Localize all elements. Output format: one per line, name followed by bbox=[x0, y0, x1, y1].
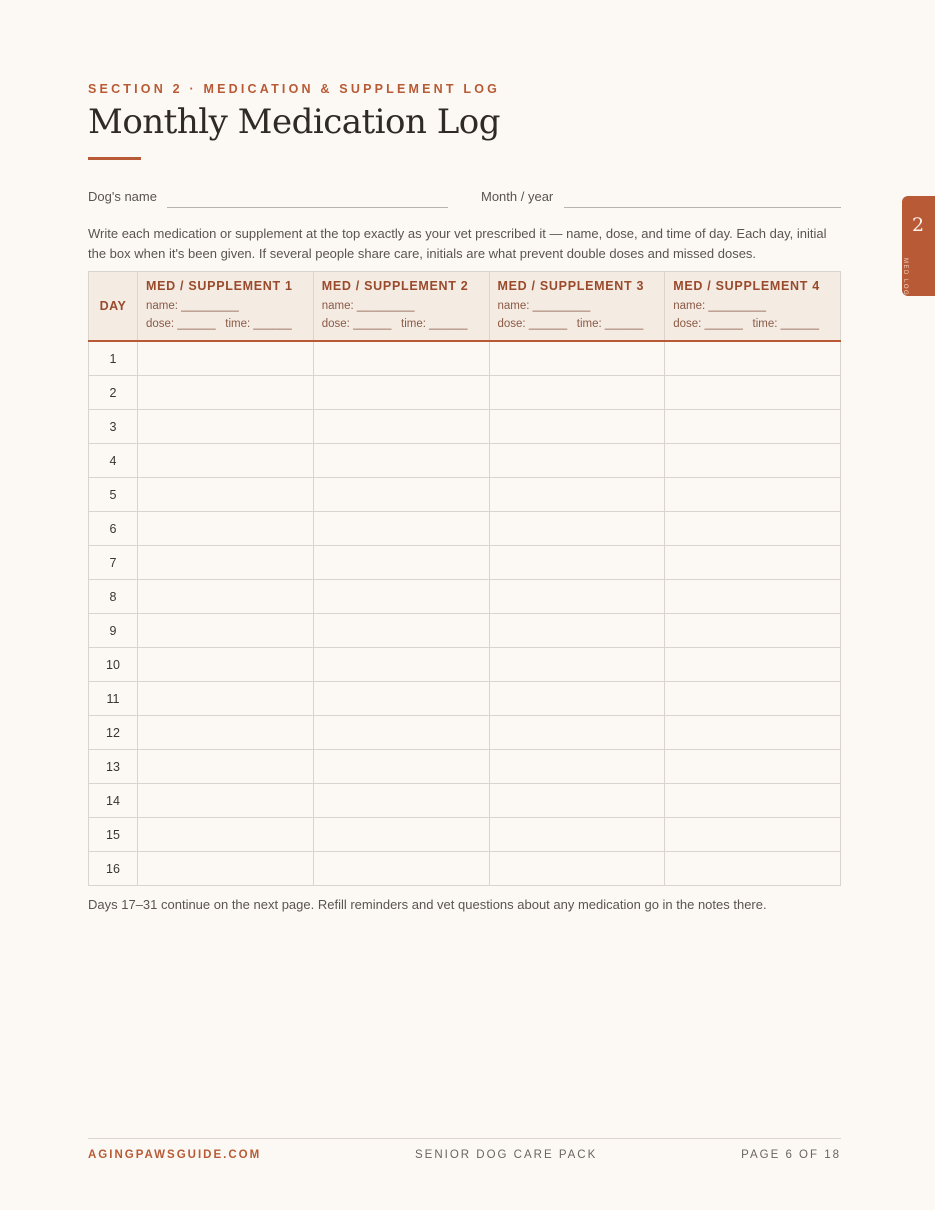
medication-log-table bbox=[88, 271, 841, 886]
med-name-line[interactable]: name: _________ bbox=[321, 300, 415, 312]
day-number: 7 bbox=[89, 546, 138, 580]
table-row bbox=[89, 852, 841, 886]
initial-box[interactable] bbox=[313, 341, 489, 376]
med-column-header bbox=[138, 272, 314, 342]
initial-box[interactable] bbox=[313, 784, 489, 818]
med-dose-time-line[interactable]: dose: ______ time: ______ bbox=[321, 318, 468, 330]
footer-pack-name: SENIOR DOG CARE PACK bbox=[415, 1149, 598, 1161]
med-dose-time-line[interactable]: dose: ______ time: ______ bbox=[146, 318, 292, 330]
day-number: 11 bbox=[89, 682, 138, 716]
initial-box[interactable] bbox=[665, 546, 841, 580]
table-row bbox=[89, 444, 841, 478]
initial-box[interactable] bbox=[665, 512, 841, 546]
med-dose-time-line[interactable]: dose: ______ time: ______ bbox=[497, 318, 644, 330]
side-tab-number: 2 bbox=[912, 214, 925, 236]
initial-box[interactable] bbox=[313, 478, 489, 512]
initial-box[interactable] bbox=[138, 444, 314, 478]
initial-box[interactable] bbox=[489, 784, 665, 818]
initial-box[interactable] bbox=[489, 614, 665, 648]
initial-box[interactable] bbox=[313, 410, 489, 444]
initial-box[interactable] bbox=[138, 852, 314, 886]
initial-box[interactable] bbox=[489, 852, 665, 886]
initial-box[interactable] bbox=[665, 784, 841, 818]
table-row bbox=[89, 376, 841, 410]
table-row bbox=[89, 648, 841, 682]
initial-box[interactable] bbox=[138, 546, 314, 580]
table-body bbox=[89, 341, 841, 886]
initial-box[interactable] bbox=[313, 614, 489, 648]
table-row bbox=[89, 750, 841, 784]
initial-box[interactable] bbox=[489, 478, 665, 512]
day-number: 10 bbox=[89, 648, 138, 682]
initial-box[interactable] bbox=[489, 682, 665, 716]
initial-box[interactable] bbox=[138, 750, 314, 784]
initial-box[interactable] bbox=[313, 716, 489, 750]
initial-box[interactable] bbox=[665, 376, 841, 410]
med-name-line[interactable]: name: _________ bbox=[673, 300, 766, 312]
initial-box[interactable] bbox=[489, 648, 665, 682]
dog-name-field[interactable] bbox=[167, 207, 448, 208]
med-column-header bbox=[665, 272, 841, 342]
initial-box[interactable] bbox=[489, 546, 665, 580]
initial-box[interactable] bbox=[489, 750, 665, 784]
initial-box[interactable] bbox=[313, 444, 489, 478]
initial-box[interactable] bbox=[665, 341, 841, 376]
initial-box[interactable] bbox=[665, 444, 841, 478]
med-column-title: MED / SUPPLEMENT 4 bbox=[673, 279, 820, 293]
med-column-title: MED / SUPPLEMENT 2 bbox=[321, 279, 469, 293]
initial-box[interactable] bbox=[138, 716, 314, 750]
initial-box[interactable] bbox=[313, 682, 489, 716]
initial-box[interactable] bbox=[138, 784, 314, 818]
initial-box[interactable] bbox=[313, 546, 489, 580]
table-row bbox=[89, 478, 841, 512]
initial-box[interactable] bbox=[313, 376, 489, 410]
initial-box[interactable] bbox=[138, 478, 314, 512]
initial-box[interactable] bbox=[489, 444, 665, 478]
initial-box[interactable] bbox=[665, 580, 841, 614]
initial-box[interactable] bbox=[665, 852, 841, 886]
initial-box[interactable] bbox=[138, 341, 314, 376]
footer-site-link[interactable]: AGINGPAWSGUIDE.COM bbox=[88, 1149, 262, 1161]
day-number: 3 bbox=[89, 410, 138, 444]
initial-box[interactable] bbox=[138, 376, 314, 410]
table-row bbox=[89, 716, 841, 750]
initial-box[interactable] bbox=[665, 410, 841, 444]
med-column-header bbox=[489, 272, 665, 342]
day-number: 16 bbox=[89, 852, 138, 886]
table-row bbox=[89, 546, 841, 580]
day-number: 4 bbox=[89, 444, 138, 478]
day-number: 8 bbox=[89, 580, 138, 614]
day-column-header: DAY bbox=[89, 272, 138, 342]
med-name-line[interactable]: name: _________ bbox=[146, 300, 239, 312]
section-side-tab[interactable] bbox=[902, 196, 935, 296]
initial-box[interactable] bbox=[138, 648, 314, 682]
table-row bbox=[89, 784, 841, 818]
month-year-label: Month / year bbox=[481, 189, 554, 204]
initial-box[interactable] bbox=[138, 512, 314, 546]
footer-divider bbox=[88, 1138, 841, 1139]
page-title: Monthly Medication Log bbox=[88, 102, 501, 142]
dog-name-label: Dog's name bbox=[88, 189, 157, 204]
med-column-title: MED / SUPPLEMENT 3 bbox=[497, 279, 645, 293]
table-header-row bbox=[89, 272, 841, 342]
day-number: 6 bbox=[89, 512, 138, 546]
initial-box[interactable] bbox=[313, 852, 489, 886]
initial-box[interactable] bbox=[138, 580, 314, 614]
table-row bbox=[89, 580, 841, 614]
title-underline bbox=[88, 157, 141, 160]
initial-box[interactable] bbox=[138, 410, 314, 444]
day-number: 1 bbox=[89, 341, 138, 376]
table-row bbox=[89, 410, 841, 444]
footnote: Days 17–31 continue on the next page. Refill reminders and vet questions about any medication go in the notes there. bbox=[88, 897, 767, 912]
initial-box[interactable] bbox=[665, 818, 841, 852]
med-column-title: MED / SUPPLEMENT 1 bbox=[146, 279, 293, 293]
day-number: 14 bbox=[89, 784, 138, 818]
table-row bbox=[89, 614, 841, 648]
initial-box[interactable] bbox=[665, 478, 841, 512]
table-row bbox=[89, 682, 841, 716]
initial-box[interactable] bbox=[665, 750, 841, 784]
footer-page-number: PAGE 6 OF 18 bbox=[741, 1149, 841, 1161]
initial-box[interactable] bbox=[489, 818, 665, 852]
initial-box[interactable] bbox=[489, 341, 665, 376]
table-row bbox=[89, 512, 841, 546]
initial-box[interactable] bbox=[489, 716, 665, 750]
initial-box[interactable] bbox=[489, 512, 665, 546]
initial-box[interactable] bbox=[138, 682, 314, 716]
day-number: 12 bbox=[89, 716, 138, 750]
table-row bbox=[89, 341, 841, 376]
day-number: 13 bbox=[89, 750, 138, 784]
initial-box[interactable] bbox=[138, 818, 314, 852]
initial-box[interactable] bbox=[138, 614, 314, 648]
initial-box[interactable] bbox=[665, 682, 841, 716]
med-column-header bbox=[313, 272, 489, 342]
initial-box[interactable] bbox=[313, 818, 489, 852]
instructions-text: Write each medication or supplement at the top exactly as your vet prescribed it — name, dose, and time of day. Each day, initial the box when it's been given. If several people share care, initials are what prevent double doses and missed doses. bbox=[88, 226, 827, 261]
day-number: 15 bbox=[89, 818, 138, 852]
initial-box[interactable] bbox=[313, 750, 489, 784]
initial-box[interactable] bbox=[665, 614, 841, 648]
table-row bbox=[89, 818, 841, 852]
initial-box[interactable] bbox=[489, 580, 665, 614]
day-number: 9 bbox=[89, 614, 138, 648]
med-dose-time-line[interactable]: dose: ______ time: ______ bbox=[673, 318, 820, 330]
side-tab-label: MED LOG bbox=[902, 258, 908, 297]
month-year-field[interactable] bbox=[564, 207, 841, 208]
initial-box[interactable] bbox=[489, 376, 665, 410]
initial-box[interactable] bbox=[313, 512, 489, 546]
section-label: SECTION 2 · MEDICATION & SUPPLEMENT LOG bbox=[88, 82, 501, 96]
initial-box[interactable] bbox=[313, 580, 489, 614]
initial-box[interactable] bbox=[665, 648, 841, 682]
initial-box[interactable] bbox=[489, 410, 665, 444]
initial-box[interactable] bbox=[665, 716, 841, 750]
initial-box[interactable] bbox=[313, 648, 489, 682]
day-number: 5 bbox=[89, 478, 138, 512]
med-name-line[interactable]: name: _________ bbox=[497, 300, 591, 312]
day-number: 2 bbox=[89, 376, 138, 410]
